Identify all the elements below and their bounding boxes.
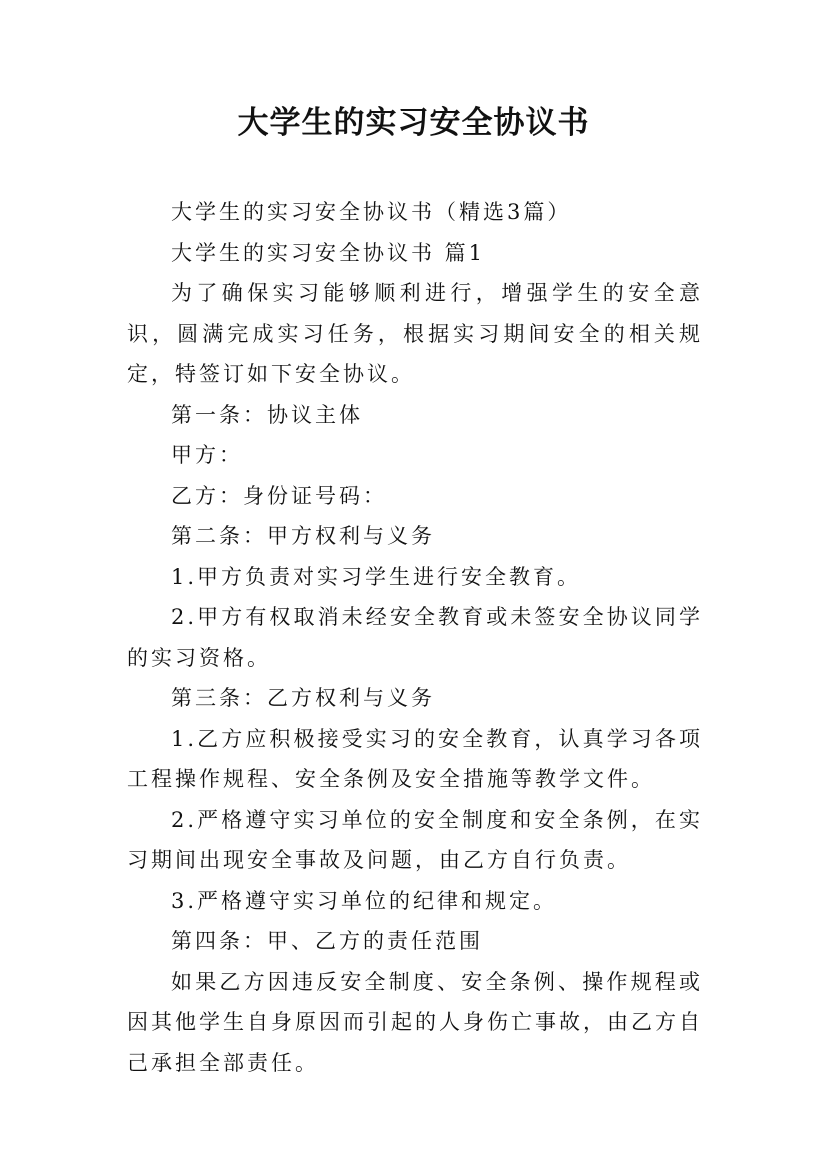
paragraph-preamble: 为了确保实习能够顺利进行，增强学生的安全意识，圆满完成实习任务，根据实习期间安全的相关规定，特签订如下安全协议。 bbox=[127, 281, 703, 386]
paragraph-article-4-heading: 第四条：甲、乙方的责任范围 bbox=[171, 929, 483, 953]
paragraph-article-2-heading: 第二条：甲方权利与义务 bbox=[171, 524, 435, 548]
paragraph-article-3-item-2: 2.严格遵守实习单位的安全制度和安全条例，在实习期间出现安全事故及问题，由乙方自行负责。 bbox=[127, 807, 703, 872]
paragraph-article-3-heading: 第三条：乙方权利与义务 bbox=[171, 686, 435, 710]
paragraph-article-2-item-1: 1.甲方负责对实习学生进行安全教育。 bbox=[171, 564, 582, 589]
paragraph-article-3-item-3: 3.严格遵守实习单位的纪律和规定。 bbox=[171, 888, 558, 913]
paragraph-party-b: 乙方：身份证号码： bbox=[171, 483, 387, 508]
paragraph-section-heading: 大学生的实习安全协议书 篇1 bbox=[171, 240, 486, 265]
paragraph-collection-title: 大学生的实习安全协议书（精选3篇） bbox=[171, 200, 572, 224]
paragraph-article-1-heading: 第一条：协议主体 bbox=[171, 402, 363, 427]
document-title: 大学生的实习安全协议书 bbox=[237, 105, 590, 141]
paragraph-article-3-item-1: 1.乙方应积极接受实习的安全教育，认真学习各项工程操作规程、安全条例及安全措施等教学文件。 bbox=[127, 726, 703, 791]
paragraph-party-a: 甲方： bbox=[171, 443, 243, 467]
paragraph-article-2-item-2: 2.甲方有权取消未经安全教育或未签安全协议同学的实习资格。 bbox=[127, 605, 703, 670]
paragraph-article-4-body: 如果乙方因违反安全制度、安全条例、操作规程或因其他学生自身原因而引起的人身伤亡事故，由乙方自己承担全部责任。 bbox=[127, 969, 703, 1075]
document-body bbox=[127, 192, 703, 1083]
